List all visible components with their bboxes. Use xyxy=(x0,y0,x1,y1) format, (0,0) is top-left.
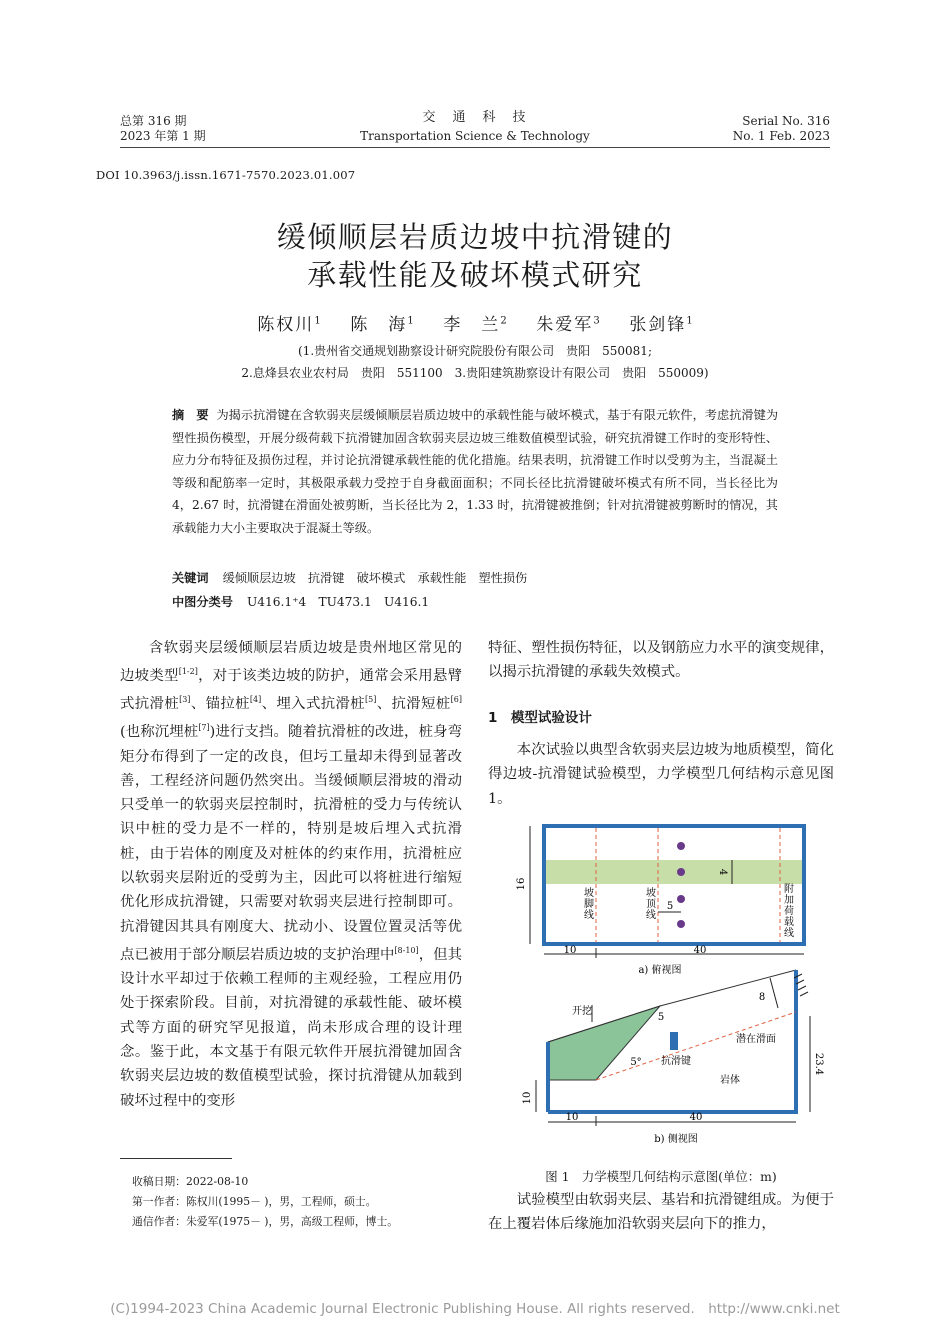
footnote-corresponding: 通信作者：朱爱军(1975－ )，男，高级工程师，博士。 xyxy=(132,1215,399,1228)
figure-caption: 图 1 力学模型几何结构示意图(单位：m) xyxy=(545,1169,777,1184)
crest-label: 坡 顶 线 xyxy=(646,888,656,921)
dim-4: 4 xyxy=(717,868,728,876)
continued-paragraph: 特征、塑性损伤特征，以及钢筋应力水平的演变规律，以揭示抗滑键的承载失效模式。 xyxy=(488,640,834,681)
side-view xyxy=(522,970,824,1145)
top-dim-10: 10 xyxy=(563,945,577,956)
classification-codes: U416.1⁺4 TU473.1 U416.1 xyxy=(246,595,430,609)
side-dim-8: 8 xyxy=(758,992,766,1003)
model-paragraph: 本次试验以典型含软弱夹层边坡为地质模型，简化得边坡-抗滑键试验模型，力学模型几何结构示意见图 1。 xyxy=(488,742,834,807)
side-bottom-10: 10 xyxy=(565,1112,579,1123)
key-dot-4 xyxy=(677,920,685,928)
section-heading: 1 模型试验设计 xyxy=(488,710,592,726)
journal-cn: 交 通 科 技 xyxy=(422,110,528,125)
dim-16: 16 xyxy=(516,877,527,891)
anti-slide-key xyxy=(670,1032,678,1050)
weak-layer-band xyxy=(546,860,802,884)
slip-angle: 5° xyxy=(630,1057,642,1068)
issue-date: No. 1 Feb. 2023 xyxy=(732,129,830,143)
dim-5: 5 xyxy=(666,901,674,912)
key-dot-3 xyxy=(677,895,685,903)
abstract-text: 为揭示抗滑键在含软弱夹层缓倾顺层岩质边坡中的承载性能与破坏模式，基于有限元软件，考虑抗滑键为塑性损伤模型，开展分级荷载下抗滑键加固含软弱夹层边坡三维数值模型试验，研究抗滑键工作时的变形特性、应力分布特征及损伤过程，并讨论抗滑键承载性能的优化措施。结果表明，抗滑键工作时以受剪为主，当混凝土等级和配筋率一定时，其极限承载力受控于自身截面面积；不同长径比抗滑键破坏模式有所不同，当长径比为 4，2.67 时，抗滑键在滑面处被剪断，当长径比为 2，1.33 时，抗滑键被推倒；针对抗滑键被剪断时的情况，其承载能力大小主要取决于混凝土等级。 xyxy=(172,408,779,535)
right-column-top xyxy=(488,636,834,685)
abstract xyxy=(172,404,778,540)
copyright-notice: (C)1994-2023 China Academic Journal Electronic Publishing House. All rights reserved. http://www.cnki.net xyxy=(110,1301,840,1317)
dim-8-line xyxy=(770,978,778,1008)
top-dim-40: 40 xyxy=(693,945,707,956)
classification xyxy=(172,593,778,610)
right-column-mid xyxy=(488,738,834,811)
top-frame xyxy=(544,826,804,944)
key-dot-1 xyxy=(677,842,685,850)
author-5: 张剑锋$^1$ xyxy=(629,315,693,335)
journal-en: Transportation Science & Technology xyxy=(360,129,590,143)
side-bottom-40: 40 xyxy=(689,1112,703,1123)
author-list xyxy=(0,310,950,335)
author-4: 朱爱军$^3$ xyxy=(536,315,600,335)
footnote-first-author: 第一作者：陈权川(1995－ )，男，工程师，硕士。 xyxy=(132,1195,377,1208)
footnote-received: 收稿日期：2022-08-10 xyxy=(132,1175,249,1188)
side-dim-234: 23.4 xyxy=(813,1052,824,1076)
issue-year: 2023 年第 1 期 xyxy=(120,129,206,143)
title-line-2: 承载性能及破坏模式研究 xyxy=(307,258,643,292)
side-dim-5: 5 xyxy=(657,1012,665,1023)
abstract-label: 摘 要 xyxy=(172,408,209,422)
intro-paragraph: 含软弱夹层缓倾顺层岩质边坡是贵州地区常见的边坡类型[1-2]，对于该类边坡的防护，通常会采用悬臂式抗滑桩[3]、锚拉桩[4]、埋入式抗滑桩[5]、抗滑短桩[6](也称沉埋桩[7])进行支挡。随着抗滑桩的改进，桩身弯矩分布得到了一定的改良，但圬工量却未得到显著改善，工程经济问题仍然突出。当缓倾顺层滑坡的滑动只受单一的软弱夹层控制时，抗滑桩的受力与传统认识中桩的受力是不一样的，特别是坡后埋入式抗滑桩，由于岩体的刚度及对桩体的约束作用，抗滑桩应以软弱夹层附近的受剪为主，因此可以将桩进行缩短优化形成抗滑键，只需要对软弱夹层进行控制即可。抗滑键因其具有刚度大、扰动小、设置位置灵活等优点已被用于部分顺层岩质边坡的支护治理中[8-10]，但其设计水平却过于依赖工程师的主观经验，工程应用仍处于探索阶段。目前，对抗滑键的承载性能、破坏模式等方面的研究罕见报道，尚未形成合理的设计理念。鉴于此，本文基于有限元软件开展抗滑键加固含软弱夹层边坡的数值模型试验，探讨抗滑键从加载到破坏过程中的变形 xyxy=(120,640,462,1109)
keywords-text: 缓倾顺层边坡 抗滑键 破坏模式 承载性能 塑性损伤 xyxy=(222,571,528,585)
author-1: 陈权川$^1$ xyxy=(257,315,321,335)
title-line-1: 缓倾顺层岩质边坡中抗滑键的 xyxy=(276,220,674,254)
excavated-slope xyxy=(548,1006,660,1080)
rock-mass-label: 岩体 xyxy=(720,1075,740,1086)
load-label: 附 加 荷 载 线 xyxy=(784,884,794,939)
side-dim-10: 10 xyxy=(522,1091,533,1105)
left-column xyxy=(120,636,462,1113)
top-view xyxy=(516,826,804,976)
classification-label: 中图分类号 xyxy=(172,595,233,609)
serial-number: Serial No. 316 xyxy=(742,114,830,128)
slip-surface-label: 潜在滑面 xyxy=(736,1034,776,1045)
affiliation-1: (1.贵州省交通规划勘察设计研究院股份有限公司 贵阳 550081; xyxy=(298,344,652,358)
keywords-label: 关键词 xyxy=(172,571,209,585)
keywords xyxy=(172,569,778,586)
key-label: 抗滑键 xyxy=(661,1056,691,1067)
top-view-caption: a) 俯视图 xyxy=(638,965,682,976)
author-3: 李 兰$^2$ xyxy=(443,315,507,335)
excavation-label: 开挖 xyxy=(572,1006,592,1017)
right-column-bottom xyxy=(488,1188,834,1237)
footnote-rule xyxy=(120,1158,232,1159)
doi: DOI 10.3963/j.issn.1671-7570.2023.01.007 xyxy=(96,168,356,182)
composition-paragraph: 试验模型由软弱夹层、基岩和抗滑键组成。为便于在上覆岩体后缘施加沿软弱夹层向下的推力， xyxy=(488,1192,834,1233)
figure-1 xyxy=(500,820,830,1165)
affiliation-2: 2.息烽县农业农村局 贵阳 551100 3.贵阳建筑勘察设计有限公司 贵阳 550009) xyxy=(241,366,709,380)
side-view-caption: b) 侧视图 xyxy=(654,1134,698,1145)
toe-label: 坡 脚 线 xyxy=(584,888,594,921)
key-dot-2 xyxy=(677,868,685,876)
issue-total: 总第 316 期 xyxy=(120,114,187,128)
header-rule xyxy=(120,147,830,148)
author-2: 陈 海$^1$ xyxy=(350,315,414,335)
